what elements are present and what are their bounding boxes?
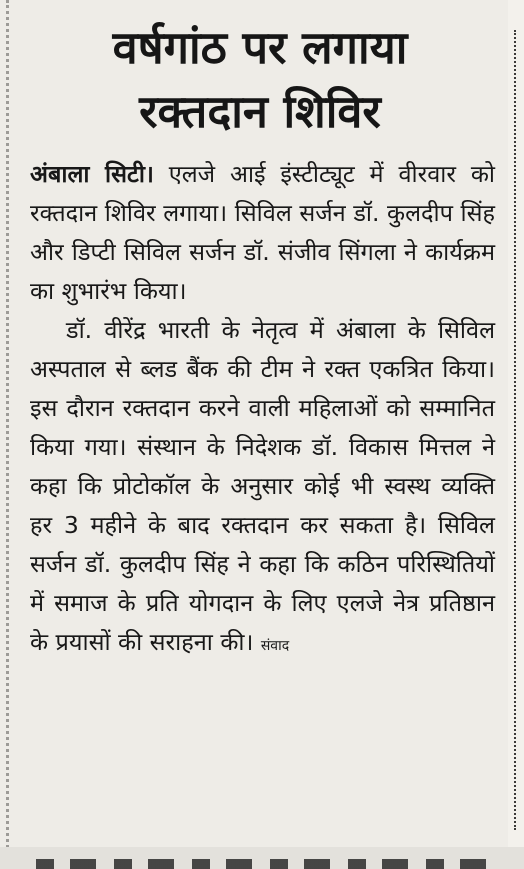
article-headline <box>20 16 500 144</box>
next-article-cutoff <box>0 847 524 869</box>
news-credit: संवाद <box>260 638 290 654</box>
paragraph-1-text: एलजे आई इंस्टीट्यूट में वीरवार को रक्तदान शिविर लगाया। सिविल सर्जन डॉ. कुलदीप सिंह और डिप्टी सिविल सर्जन डॉ. संजीव सिंगला ने कार्यक्रम का शुभारंभ किया। <box>30 160 495 305</box>
column-divider-left <box>6 0 9 860</box>
adjacent-column-edge <box>508 0 524 860</box>
dateline: अंबाला सिटी। <box>30 160 154 188</box>
column-divider-right <box>514 30 518 830</box>
cropped-headline-fragment <box>36 859 496 869</box>
article-body <box>30 155 495 666</box>
paragraph-2-text: डॉ. वीरेंद्र भारती के नेतृत्व में अंबाला के सिविल अस्पताल से ब्लड बैंक की टीम ने रक्त एकत्रित किया। इस दौरान रक्तदान करने वाली महिलाओं को सम्मानित किया गया। संस्थान के निदेशक डॉ. विकास मित्तल ने कहा कि प्रोटोकॉल के अनुसार कोई भी स्वस्थ व्यक्ति हर 3 महीने के बाद रक्तदान कर सकता है। सिविल सर्जन डॉ. कुलदीप सिंह ने कहा कि कठिन परिस्थितियों में समाज के प्रति योगदान के लिए एलजे नेत्र प्रतिष्ठान के प्रयासों की सराहना की। <box>30 316 495 656</box>
article-paragraph-2 <box>30 311 495 666</box>
article-paragraph-1 <box>30 155 495 311</box>
headline-line-2: रक्तदान शिविर <box>139 85 381 138</box>
headline-line-1: वर्षगांठ पर लगाया <box>112 21 408 74</box>
